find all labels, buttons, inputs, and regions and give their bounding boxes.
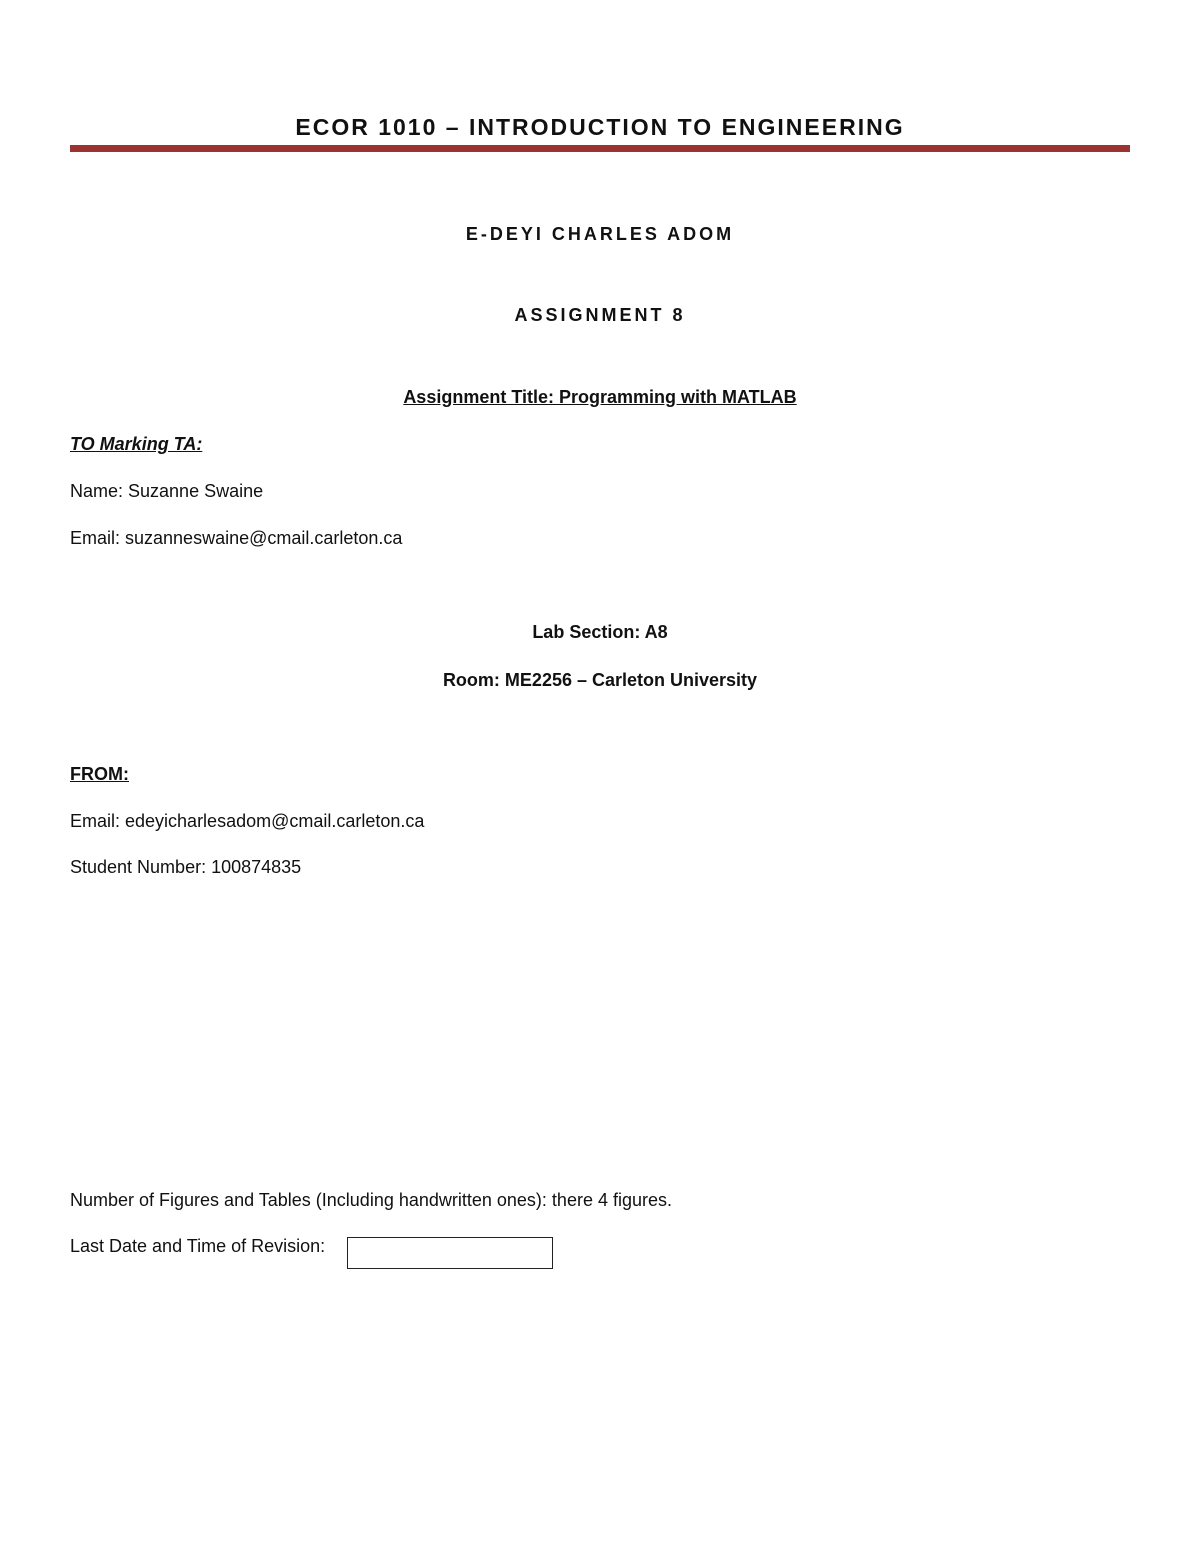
student-name: E-DEYI CHARLES ADOM [465,224,735,244]
student-email: Email: edeyicharlesadom@cmail.carleton.ca [70,811,425,831]
revision-label: Last Date and Time of Revision: [70,1236,326,1256]
figures-count: Number of Figures and Tables (Including handwritten ones): there 4 figures. [70,1190,672,1210]
lab-section: Lab Section: A8 [532,622,668,642]
assignment-title: Assignment Title: Programming with MATLAB [403,387,797,407]
to-heading: TO Marking TA: [70,434,203,454]
ta-name: Name: Suzanne Swaine [70,481,264,501]
assignment-number: ASSIGNMENT 8 [514,305,686,325]
from-heading: FROM: [70,764,129,784]
room: Room: ME2256 – Carleton University [442,670,758,690]
ta-email: Email: suzanneswaine@cmail.carleton.ca [70,528,403,548]
revision-date-box [347,1237,553,1269]
student-number: Student Number: 100874835 [70,857,302,877]
title-rule [70,145,1130,152]
course-title: ECOR 1010 – INTRODUCTION TO ENGINEERING [295,114,905,140]
